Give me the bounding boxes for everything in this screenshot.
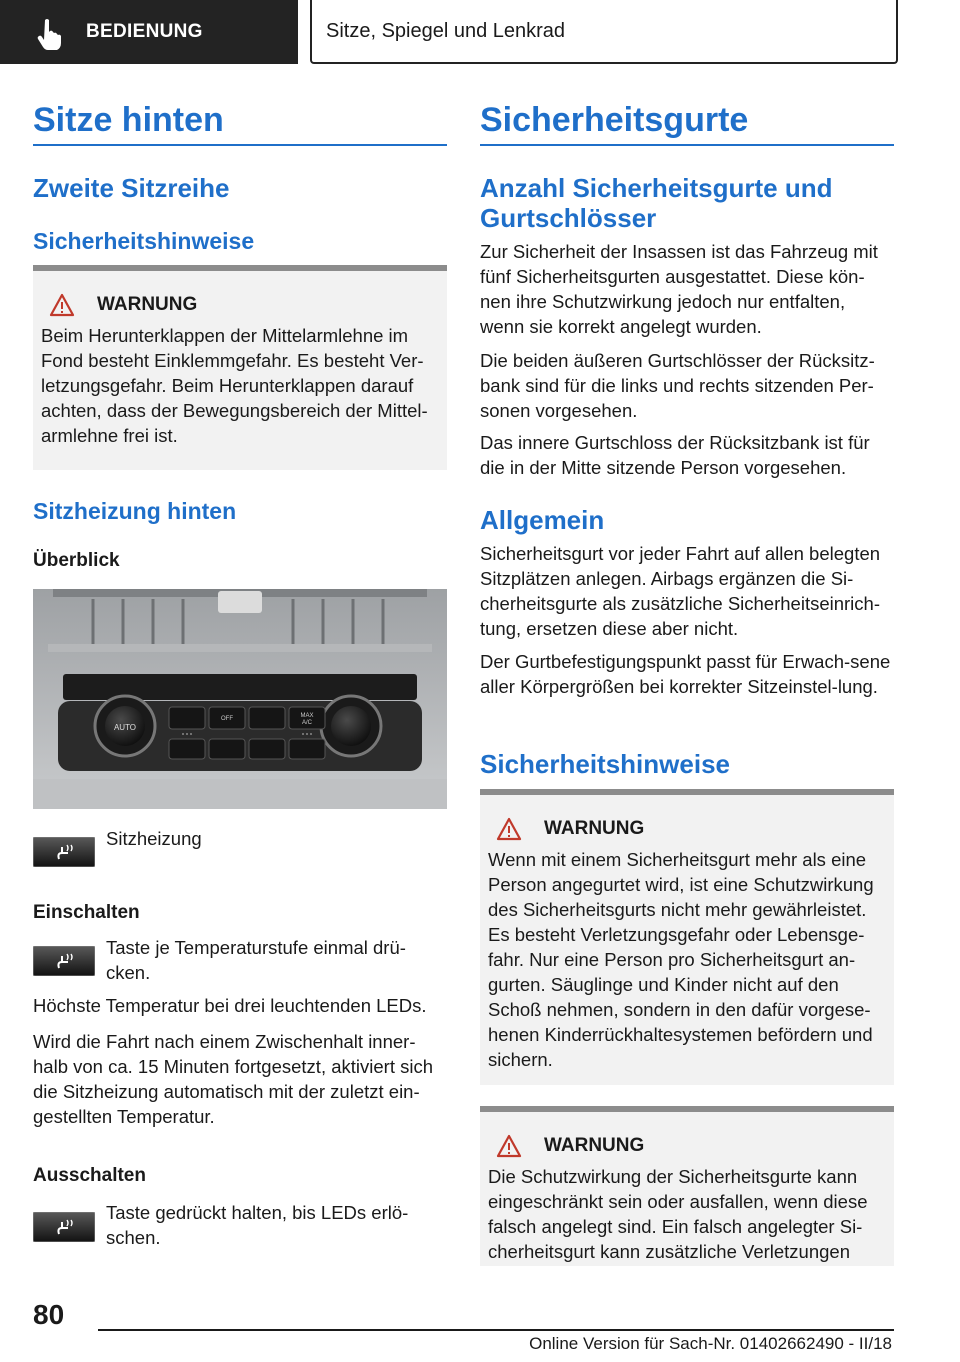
resume-text: Wird die Fahrt nach einem Zwischenhalt inner-halb von ca. 15 Minuten fortgesetzt, aktiviert sich die Sitzheizung automatisch mit der zuletzt ein-gestellten Temperatur. xyxy=(33,1031,434,1127)
general-para-2: Der Gurtbefestigungspunkt passt für Erwach-sene aller Körpergrößen bei korrekter Sitzeinstel-lung. xyxy=(480,651,891,697)
warning-label: WARNUNG xyxy=(544,1135,645,1156)
max-label: MAX xyxy=(300,713,314,719)
seat-heat-icon xyxy=(33,946,95,976)
subtitle-second-row: Zweite Sitzreihe xyxy=(33,173,230,203)
seat-heat-icon xyxy=(33,1212,95,1242)
online-version-text: Online Version für Sach-Nr. 01402662490 - II/18 xyxy=(529,1334,892,1353)
overview-heading: Überblick xyxy=(33,550,120,571)
max-temperature-text: Höchste Temperatur bei drei leuchtenden LEDs. xyxy=(33,995,427,1016)
belt-count-heading: Anzahl Sicherheitsgurte und Gurtschlösser xyxy=(480,173,833,233)
warning-box-belt-multiple xyxy=(480,789,894,1085)
page-number: 80 xyxy=(33,1299,65,1330)
chapter-header xyxy=(310,0,898,64)
warning-box-armrest xyxy=(33,265,447,470)
belt-count-para-1: Zur Sicherheit der Insassen ist das Fahrzeug mit fünf Sicherheitsgurten ausgestattet. Diese kön-nen ihre Schutzwirkung jedoch nur entfalten, wenn sie korrekt angelegt wurden. xyxy=(480,241,878,337)
section-label: BEDIENUNG xyxy=(86,21,203,42)
warning-label: WARNUNG xyxy=(97,294,198,315)
rear-climate-panel-photo xyxy=(33,589,447,809)
belt-count-para-2: Die beiden äußeren Gurtschlösser der Rücksitz-bank sind für die links und rechts sitzenden Per-sonen vorgesehen. xyxy=(480,350,875,421)
warning-triangle-icon xyxy=(496,817,522,841)
warning-triangle-icon xyxy=(496,1134,522,1158)
seat-heating-heading: Sitzheizung hinten xyxy=(33,498,237,524)
warning-triangle-icon xyxy=(49,293,75,317)
button-caption: Sitzheizung xyxy=(106,828,202,849)
footer-divider xyxy=(98,1329,894,1331)
off-label: OFF xyxy=(221,716,233,722)
warning-text: Die Schutzwirkung der Sicherheitsgurte kann eingeschränkt sein oder ausfallen, wenn diese falsch angelegt sind. Ein falsch angelegter Si-cherheitsgurt kann zusätzliche Verletzungen xyxy=(488,1166,868,1262)
belt-count-para-3: Das innere Gurtschloss der Rücksitzbank ist für die in der Mitte sitzende Person vorgesehen. xyxy=(480,432,870,478)
switch-on-text: Taste je Temperaturstufe einmal drü-cken. xyxy=(106,937,406,983)
hand-pointer-icon xyxy=(34,16,68,50)
warning-label: WARNUNG xyxy=(544,818,645,839)
auto-label: AUTO xyxy=(113,723,137,732)
page-title-left: Sitze hinten xyxy=(33,100,447,146)
warning-box-belt-incorrect xyxy=(480,1106,894,1266)
page-title-right: Sicherheitsgurte xyxy=(480,100,894,146)
switch-off-text: Taste gedrückt halten, bis LEDs erlö-schen. xyxy=(106,1202,409,1248)
safety-heading-left: Sicherheitshinweise xyxy=(33,228,255,254)
seat-heat-icon xyxy=(33,837,95,867)
general-para-1: Sicherheitsgurt vor jeder Fahrt auf allen belegten Sitzplätzen anlegen. Airbags ergänzen die Si-cherheitsgurte als zusätzliche Sicherheitseinrich-tung, ersetzen diese aber nicht. xyxy=(480,543,881,639)
switch-on-heading: Einschalten xyxy=(33,902,140,923)
warning-text: Wenn mit einem Sicherheitsgurt mehr als eine Person angegurtet wird, ist eine Schutzwirkung des Sicherheitsgurts nicht mehr gewährleistet. Es besteht Verletzungsgefahr oder Lebensge-fahr. Nur eine Person pro Sicherheitsgurt an-gurten. Säuglinge und Kinder nicht auf den Schoß nehmen, sondern in den dafür vorgese-henen Kinderrückhaltesystemen befördern und sichern. xyxy=(488,849,874,1070)
warning-text: Beim Herunterklappen der Mittelarmlehne im Fond besteht Einklemmgefahr. Es besteht Ver-letzungsgefahr. Beim Herunterklappen darauf achten, dass der Bewegungsbereich der Mittel-armlehne frei ist. xyxy=(41,325,428,446)
switch-off-heading: Ausschalten xyxy=(33,1165,146,1186)
ac-label: A/C xyxy=(301,720,313,726)
safety-heading-right: Sicherheitshinweise xyxy=(480,749,730,779)
section-tab xyxy=(0,0,298,64)
general-heading: Allgemein xyxy=(480,505,605,535)
chapter-title: Sitze, Spiegel und Lenkrad xyxy=(326,20,566,42)
